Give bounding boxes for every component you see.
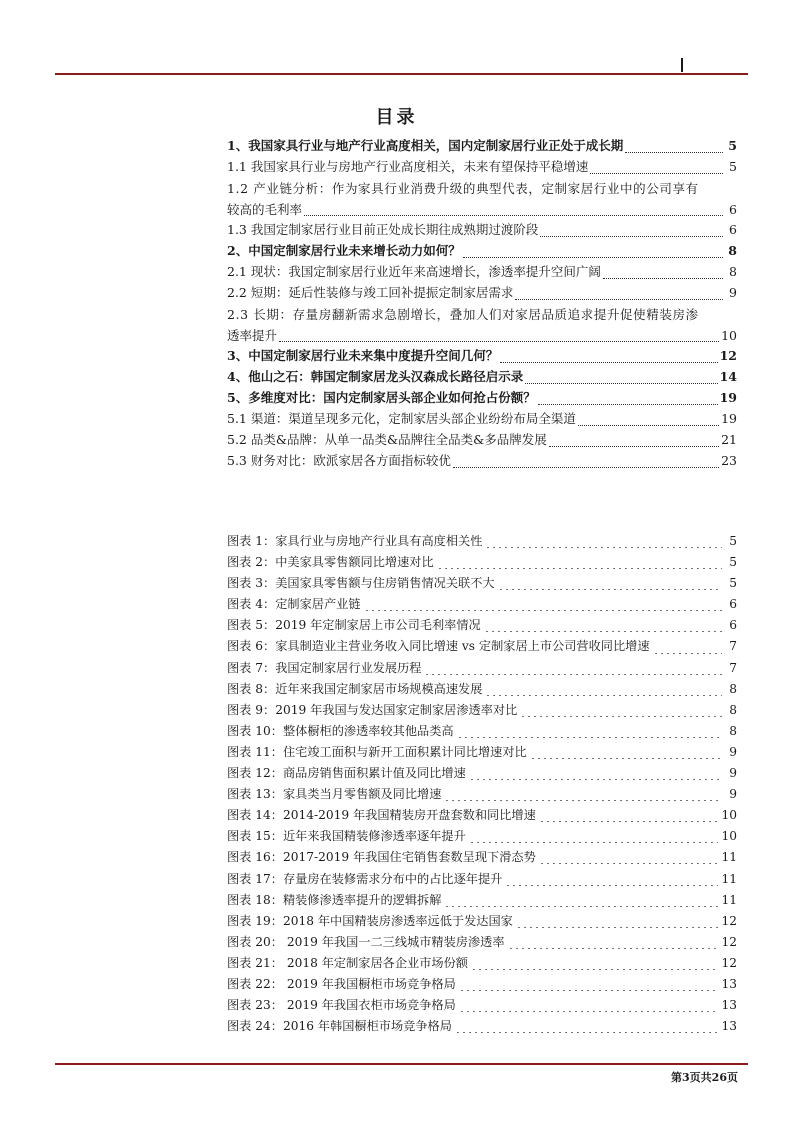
figure-entry-page: 7 — [729, 639, 737, 654]
figure-entry-page: 5 — [729, 555, 737, 570]
toc-entry-text: 1.1 我国家具行业与房地产行业高度相关，未来有望保持平稳增速 — [227, 159, 589, 174]
toc-entry[interactable] — [227, 304, 737, 346]
leader-dots — [525, 382, 717, 384]
toc-entry-page: 21 — [721, 432, 737, 447]
figure-entry-text: 图表 18：精装修渗透率提升的逻辑拆解 — [227, 892, 442, 907]
figure-entry[interactable] — [227, 764, 737, 785]
leader-dots — [463, 256, 723, 258]
figure-entry-page: 13 — [721, 1019, 737, 1034]
toc-entry-page: 23 — [721, 453, 737, 468]
figure-entry-page: 5 — [729, 576, 737, 591]
toc-entry-page: 6 — [729, 202, 737, 217]
figure-entry[interactable] — [227, 743, 737, 764]
figure-entry[interactable] — [227, 722, 737, 743]
leader-dots — [304, 214, 723, 216]
figure-entry-page: 6 — [729, 618, 737, 633]
leader-dots — [437, 568, 722, 569]
leader-dots — [516, 927, 719, 928]
figure-entry-text: 图表 13：家具类当月零售额及同比增速 — [227, 787, 442, 802]
figure-entry[interactable] — [227, 532, 737, 553]
leader-dots — [505, 885, 718, 886]
toc-entry-text: 4、他山之石：韩国定制家居龙头汉森成长路径启示录 — [227, 369, 524, 384]
toc-entry-text: 1、我国家具行业与地产行业高度相关，国内定制家居行业正处于成长期 — [227, 138, 624, 153]
figure-entry[interactable] — [227, 785, 737, 806]
figure-entry-text: 图表 3：美国家具零售额与住房销售情况关联不大 — [227, 576, 495, 591]
toc-entry-text: 2、中国定制家居行业未来增长动力如何？ — [227, 243, 461, 258]
toc-entry[interactable] — [227, 388, 737, 409]
figure-entry-page: 11 — [721, 871, 737, 886]
leader-dots — [471, 969, 719, 970]
leader-dots — [578, 424, 719, 426]
leader-dots — [539, 821, 719, 822]
figure-entry-text: 图表 12：商品房销售面积累计值及同比增速 — [227, 766, 466, 781]
figure-list — [227, 532, 737, 1038]
figure-entry-page: 10 — [721, 808, 737, 823]
toc-entry[interactable] — [227, 451, 737, 472]
figure-entry[interactable] — [227, 975, 737, 996]
toc-entry-page: 10 — [721, 328, 737, 343]
toc-entry-page: 8 — [728, 243, 737, 258]
figure-entry[interactable] — [227, 637, 737, 658]
figure-entry-text: 图表 9：2019 年我国与发达国家定制家居渗透率对比 — [227, 702, 518, 717]
toc-entry[interactable] — [227, 241, 737, 262]
toc-entry[interactable] — [227, 430, 737, 451]
figure-entry-page: 10 — [721, 829, 737, 844]
toc-entry-text: 1.2 产业链分析：作为家具行业消费升级的典型代表，定制家居行业中的公司享有 — [227, 181, 699, 196]
leader-dots — [590, 172, 723, 174]
figure-entry[interactable] — [227, 848, 737, 869]
figure-entry-page: 9 — [729, 744, 737, 759]
toc-entry-text: 3、中国定制家居行业未来集中度提升空间几何？ — [227, 348, 499, 363]
figure-entry[interactable] — [227, 553, 737, 574]
toc-entry-text: 2.1 现状：我国定制家居行业近年来高速增长，渗透率提升空间广阔 — [227, 264, 601, 279]
toc-title: 目录 — [375, 107, 418, 128]
figure-entry-page: 9 — [729, 766, 737, 781]
leader-dots — [653, 653, 722, 654]
figure-entry-page: 12 — [721, 934, 737, 949]
leader-dots — [515, 298, 723, 300]
toc-entry-page: 5 — [729, 159, 737, 174]
toc-entry-text: 5.3 财务对比：欧派家居各方面指标较优 — [227, 453, 451, 468]
figure-entry-text: 图表 8：近年来我国定制家居市场规模高速发展 — [227, 681, 483, 696]
toc-entry[interactable] — [227, 367, 737, 388]
leader-dots — [625, 151, 723, 153]
toc-entry-text: 2.3 长期：存量房翻新需求急剧增长，叠加人们对家居品质追求提升促使精装房渗 — [227, 307, 699, 322]
figure-entry-text: 图表 5：2019 年定制家居上市公司毛利率情况 — [227, 618, 481, 633]
figure-entry-page: 9 — [729, 787, 737, 802]
figure-entry[interactable] — [227, 680, 737, 701]
figure-entry[interactable] — [227, 870, 737, 891]
table-of-contents — [227, 136, 737, 472]
leader-dots — [457, 737, 722, 738]
toc-entry[interactable] — [227, 283, 737, 304]
figure-entry[interactable] — [227, 806, 737, 827]
leader-dots — [539, 863, 719, 864]
figure-entry-text: 图表 16：2017-2019 年我国住宅销售套数呈现下滑态势 — [227, 850, 536, 865]
figure-entry-text: 图表 23： 2019 年我国衣柜市场竞争格局 — [227, 998, 456, 1013]
leader-dots — [459, 1011, 719, 1012]
figure-entry[interactable] — [227, 616, 737, 637]
leader-dots — [603, 277, 723, 279]
leader-dots — [455, 1032, 719, 1033]
figure-entry-text: 图表 2：中美家具零售额同比增速对比 — [227, 555, 434, 570]
toc-entry-page: 12 — [719, 348, 737, 363]
figure-entry-page: 13 — [721, 998, 737, 1013]
leader-dots — [444, 800, 722, 801]
figure-entry-text: 图表 6：家具制造业主营业务收入同比增速 vs 定制家居上市公司营收同比增速 — [227, 639, 650, 654]
leader-dots — [424, 674, 722, 675]
toc-entry-page: 9 — [729, 285, 737, 300]
figure-entry-page: 7 — [729, 660, 737, 675]
figure-entry-page: 8 — [729, 723, 737, 738]
figure-entry-text: 图表 15：近年来我国精装修渗透率逐年提升 — [227, 829, 466, 844]
leader-dots — [530, 758, 722, 759]
footer-rule — [55, 1063, 748, 1065]
leader-dots — [279, 340, 719, 342]
figure-entry-page: 8 — [729, 681, 737, 696]
header-rule — [55, 73, 748, 75]
figure-entry[interactable] — [227, 954, 737, 975]
figure-entry[interactable] — [227, 933, 737, 954]
toc-entry-text: 5.2 品类&品牌：从单一品类&品牌往全品类&多品牌发展 — [227, 432, 547, 447]
leader-dots — [549, 445, 719, 447]
page-number: 第3页共26页 — [671, 1071, 738, 1084]
toc-entry[interactable] — [227, 178, 737, 220]
toc-entry-text-cont: 透率提升 — [227, 328, 278, 343]
figure-entry[interactable] — [227, 574, 737, 595]
leader-dots — [364, 610, 722, 611]
toc-entry-page: 8 — [729, 264, 737, 279]
figure-entry[interactable] — [227, 891, 737, 912]
toc-entry-page: 5 — [728, 138, 737, 153]
toc-entry-page: 19 — [719, 390, 737, 405]
leader-dots — [498, 589, 722, 590]
figure-entry[interactable] — [227, 912, 737, 933]
leader-dots — [485, 547, 722, 548]
leader-dots — [538, 403, 718, 405]
leader-dots — [453, 466, 719, 468]
figure-entry-text: 图表 22： 2019 年我国橱柜市场竞争格局 — [227, 976, 456, 991]
figure-entry-text: 图表 14：2014-2019 年我国精装房开盘套数和同比增速 — [227, 808, 536, 823]
figure-entry[interactable] — [227, 827, 737, 848]
toc-entry[interactable] — [227, 157, 737, 178]
header-mark — [681, 58, 683, 72]
leader-dots — [484, 631, 722, 632]
leader-dots — [540, 235, 723, 237]
figure-entry[interactable] — [227, 595, 737, 616]
figure-entry[interactable] — [227, 701, 737, 722]
figure-entry-text: 图表 10：整体橱柜的渗透率较其他品类高 — [227, 723, 454, 738]
figure-entry-text: 图表 7：我国定制家居行业发展历程 — [227, 660, 422, 675]
figure-entry-text: 图表 24：2016 年韩国橱柜市场竞争格局 — [227, 1019, 452, 1034]
leader-dots — [500, 361, 717, 363]
toc-entry[interactable] — [227, 409, 737, 430]
leader-dots — [508, 948, 719, 949]
figure-entry[interactable] — [227, 1017, 737, 1038]
figure-entry-page: 12 — [721, 955, 737, 970]
figure-entry[interactable] — [227, 659, 737, 680]
leader-dots — [469, 842, 719, 843]
figure-entry-page: 8 — [729, 702, 737, 717]
toc-entry[interactable] — [227, 346, 737, 367]
toc-entry-text: 2.2 短期：延后性装修与竣工回补提振定制家居需求 — [227, 285, 514, 300]
toc-entry-page: 14 — [719, 369, 737, 384]
figure-entry-text: 图表 19：2018 年中国精装房渗透率远低于发达国家 — [227, 913, 513, 928]
toc-entry-text: 1.3 我国定制家居行业目前正处成长期往成熟期过渡阶段 — [227, 222, 539, 237]
figure-entry-page: 11 — [721, 850, 737, 865]
figure-entry-text: 图表 17：存量房在装修需求分布中的占比逐年提升 — [227, 871, 503, 886]
toc-entry-text: 5.1 渠道：渠道呈现多元化，定制家居头部企业纷纷布局全渠道 — [227, 411, 576, 426]
figure-entry-text: 图表 21： 2018 年定制家居各企业市场份额 — [227, 955, 468, 970]
figure-entry-text: 图表 1：家具行业与房地产行业具有高度相关性 — [227, 534, 483, 548]
toc-entry[interactable] — [227, 136, 737, 157]
toc-entry-text-cont: 较高的毛利率 — [227, 202, 303, 217]
figure-entry-page: 11 — [721, 892, 737, 907]
figure-entry[interactable] — [227, 996, 737, 1017]
figure-entry-page: 6 — [729, 597, 737, 612]
toc-entry-page: 6 — [729, 222, 737, 237]
toc-entry-text: 5、多维度对比：国内定制家居头部企业如何抢占份额？ — [227, 390, 536, 405]
toc-entry[interactable] — [227, 262, 737, 283]
figure-entry-page: 5 — [729, 534, 737, 548]
figure-entry-text: 图表 20： 2019 年我国一二三线城市精装房渗透率 — [227, 934, 505, 949]
leader-dots — [520, 716, 722, 717]
figure-entry-text: 图表 4：定制家居产业链 — [227, 597, 361, 612]
toc-entry[interactable] — [227, 220, 737, 241]
leader-dots — [444, 906, 718, 907]
leader-dots — [485, 695, 722, 696]
figure-entry-page: 12 — [721, 913, 737, 928]
toc-entry-page: 19 — [721, 411, 737, 426]
figure-entry-page: 13 — [721, 976, 737, 991]
leader-dots — [469, 779, 722, 780]
figure-entry-text: 图表 11：住宅竣工面积与新开工面积累计同比增速对比 — [227, 744, 527, 759]
leader-dots — [459, 990, 719, 991]
